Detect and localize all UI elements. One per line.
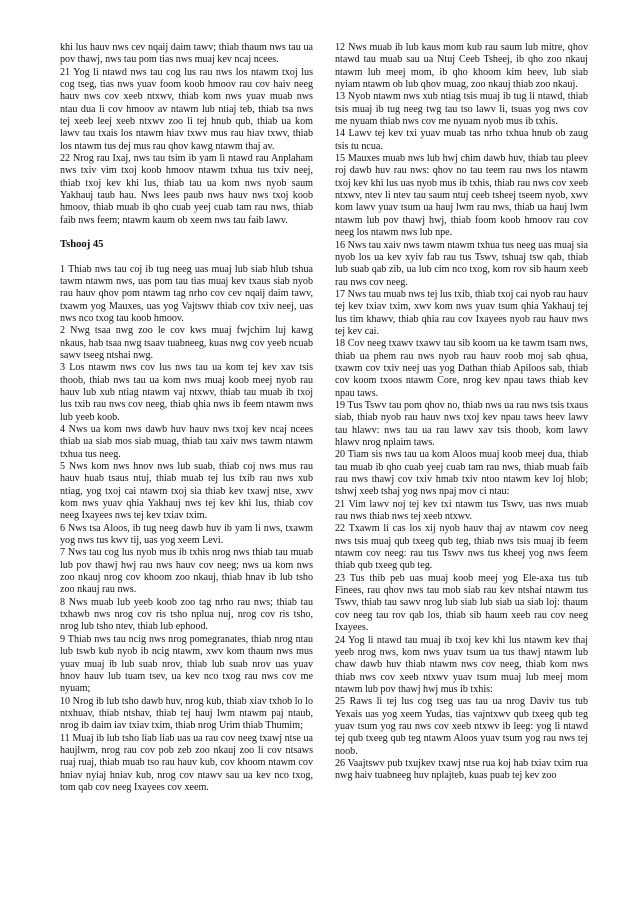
verse-6: 6 Nws tsa Aloos, ib tug neeg dawb huv ib yam li nws, txawm yog nws tus kwv tij, uas yog xeem Levi. bbox=[60, 522, 313, 547]
verse-3: 3 Los ntawm nws cov lus nws tau ua kom tej kev xav tsis thoob, thiab nws tau ua kom nws muaj koob meej nyob rau hauv lub xub ntiag ntawm vaj ntxwv, thiab tau muab ib txoj lus txib rau nws cov neeg, thiab qhia nws ib feem ntawm nws lub yeeb koob. bbox=[60, 362, 313, 423]
verse-26: 26 Vaajtswv pub txujkev txawj ntse rua koj hab txiav txim rua nwg haiv tuabneeg huv nplajteb, kuas puab tej kev zoo bbox=[335, 757, 588, 782]
verse-2: 2 Nwg tsaa nwg zoo le cov kws muaj fwjchim luj kawg nkaus, hab tsaa nwg tsaav tuabneeg, kuas nwg cov yeeb ncuab sawv tseeg ntshai nwg. bbox=[60, 325, 313, 361]
verse-5: 5 Nws kom nws hnov nws lub suab, thiab coj nws mus rau hauv huab tsaus ntuj, thiab muab tej lus txib rau nws xub ntiag, yog txoj cai ntawm txoj sia thiab kev txawj ntse, xwv kom nws yuav qhia Yakhauj nws tej kev khi lus, thiab cov neeg Ixayees nws tej kev txiav txim. bbox=[60, 461, 313, 522]
verse-22: 22 Txawm li cas los xij nyob hauv thaj av ntawm cov neeg nws tsis muaj qub txeeg qub teg, thiab nws tsis muaj ib feem ntawm cov neeg: rau tus Tswv nws tus kheej yog nws feem thiab qub txeeg qub teg. bbox=[335, 523, 588, 572]
verse-24: 24 Yog li ntawd tau muaj ib txoj kev khi lus ntawm kev thaj yeeb nrog nws, kom nws yuav tsum ua tus thawj ntawm lub chaw dawb huv thiab ntawm nws cov neeg, thiab kom nws thiab nws cov xeeb ntxwv yuav tsum muaj lub meej mom ntawm lub pov thawj hwj mus ib txhis: bbox=[335, 634, 588, 695]
verse-18: 18 Cov neeg txawv txawv tau sib koom ua ke tawm tsam nws, thiab ua phem rau nws nyob rau hauv roob moj sab qhua, txawm cov txiv neej uas yog Dathan thiab Apiloos sab, thiab cov koom txoos ntawm Core, nrog kev npau taws thiab kev npau taws. bbox=[335, 338, 588, 399]
verse-11: 11 Muaj ib lub tsho liab liab uas ua rau cov neeg txawj ntse ua haujlwm, nrog rau cov pob zeb zoo nkauj zoo li cov ntsaws ruaj ruaj, thiab muab tso rau hauv kub, cov khoom ntawm cov hniav nyiaj hniav kub, nrog cov ntawv sau ua kev nco txog, tom qab cov neeg Ixayees cov xeem. bbox=[60, 732, 313, 793]
verse-23: 23 Tus thib peb uas muaj koob meej yog Ele-axa tus tub Finees, rau qhov nws tau mob siab rau kev ntshai ntawm tus Tswv, thiab tau sawv nrog lub siab lub siab ua siab loj: thaum cov neeg tau rov qab los, thiab sib haum xeeb rau cov neeg Ixayees. bbox=[335, 572, 588, 634]
verse-21: 21 Vim lawv noj tej kev txi ntawm tus Tswv, uas nws muab rau nws thiab nws tej xeeb ntxwv. bbox=[335, 498, 588, 523]
right-column bbox=[335, 42, 588, 902]
verse-9: 9 Thiab nws tau ncig nws nrog pomegranates, thiab nrog ntau lub tswb kub nyob ib ncig ntawm, xwv kom thaum nws mus yuav muaj ib lub suab nrov, thiab lub suab nrov uas yuav hnov hauv lub tuam tsev, ua kev nco txog rau nws cov me nyuam; bbox=[60, 633, 313, 695]
verse-21: 21 Yog li ntawd nws tau cog lus rau nws los ntawm txoj lus cog tseg, tias nws yuav foom koob hmoov rau cov haiv neeg hauv nws cov xeeb ntxwv, thiab kom nws yuav muab nws ntau dua li cov hmoov av ntawm lub ntiaj teb, thiab tsa nws tej xeeb leej xeeb ntxwv zoo li tej hnub qub, thiab ua kom lawv tau txais los ntawm hiav txwv mus rau hiav txwv, thiab los ntawm tus dej mus rau qhov kawg ntawm thaj av. bbox=[60, 66, 313, 152]
verse-10: 10 Nrog ib lub tsho dawb huv, nrog kub, thiab xiav txhob lo lo ntxhuav, thiab ntshav, thiab tej hauj lwm ntawm paj ntaub, nrog ib daim iav txiav txim, thiab nrog Urim thiab Thumim; bbox=[60, 695, 313, 732]
verse-7: 7 Nws tau cog lus nyob mus ib txhis nrog nws thiab tau muab lub pov thawj hwj rau nws hauv cov neeg; nws ua kom nws zoo nkauj nrog cov khoom zoo nkauj, thiab hnav ib lub tsho zoo nkauj rau nws. bbox=[60, 547, 313, 596]
verse-17: 17 Nws tau muab nws tej lus txib, thiab txoj cai nyob rau hauv tej kev txiav txim, xwv kom nws yuav tsum qhia Yakhauj tej lus tim khawv, thiab qhia rau cov Ixayees nyob rau hauv nws tej kev cai. bbox=[335, 288, 588, 337]
verse-14: 14 Lawv tej kev txi yuav muab tas nrho txhua hnub ob zaug tsis tu ncua. bbox=[335, 128, 588, 152]
verse-19: 19 Tus Tswv tau pom qhov no, thiab nws ua rau nws tsis txaus siab, thiab nyob rau hauv nws txoj kev npau taws heev lawv tau hlawv: nws tau ua rau lawv xav tsis thoob, kom lawv hlawv nrog nplaim taws. bbox=[335, 399, 588, 448]
left-column bbox=[60, 42, 313, 902]
verse-4: 4 Nws ua kom nws dawb huv hauv nws txoj kev ncaj ncees thiab ua siab mos siab muag, thiab tau xaiv nws tawm ntawm txhua tus neeg. bbox=[60, 423, 313, 460]
verse-25: 25 Raws li tej lus cog tseg uas tau ua nrog Daviv tus tub Yexais uas yog xeem Yudas, tias vajntxwv qub txeeg qub teg yuav tsum yog rau nws cov xeeb ntxwv ib leeg: yog li ntawd tej qub txeeg qub teg ntawm Aloos yuav tsum yog rau nws tej noob. bbox=[335, 696, 588, 757]
verse-8: 8 Nws muab lub yeeb koob zoo tag nrho rau nws; thiab tau txhawb nws nrog cov ris tsho nplua nuj, nrog cov ris tsho, nrog lub tsho ntev, thiab lub ephood. bbox=[60, 596, 313, 633]
verse-15: 15 Mauxes muab nws lub hwj chim dawb huv, thiab tau pleev roj dawb huv rau nws: qhov no tau teem rau nws los ntawm txoj kev khi lus uas nyob mus ib txhis, thiab rau nws cov xeeb ntxwv, ntev li ntev tau saum ntuj ceeb tsheej tseem nyob, xwv kom lawv yuav tsum ua hauj lwm rau nws, thiab ua hauj lwm ntawm lub pov thawj hwj, thiab foom koob hmoov rau cov neeg los ntawm nws lub npe. bbox=[335, 153, 588, 239]
verse-1: 1 Thiab nws tau coj ib tug neeg uas muaj lub siab hlub tshua tawm ntawm nws, uas pom tau tias muaj kev txaus siab nyob rau hauv qhov pom ntawm tag nrho cov cev nqaij daim tawv, txawm yog Mauxes, uas yog Vajtswv thiab cov txiv neej, uas nws nco txog tau koob hmoov. bbox=[60, 263, 313, 324]
verse-20: 20 Tiam sis nws tau ua kom Aloos muaj koob meej dua, thiab tau muab ib qho cuab yeej cuab tam rau nws, thiab muab faib rau nws thawj cov txiv hmab txiv ntoo ntawm kev loj hlob; tshwj xeeb tshaj yog nws npaj mov ci ntau: bbox=[335, 449, 588, 498]
verse-22: 22 Nrog rau Ixaj, nws tau tsim ib yam li ntawd rau Anplaham nws txiv vim txoj koob hmoov ntawm txhua tus txiv neej, thiab txoj kev khi lus, thiab tau ua kom nws nyob saum Yakhauj taub hau. Nws lees paub nws hauv nws txoj koob hmoov, thiab muab ib qho cuab yeej cuab tam rau nws, thiab faib nws feem; ntawm kaum ob xeem nws tau faib lawv. bbox=[60, 153, 313, 226]
paragraph: khi lus hauv nws cev nqaij daim tawv; thiab thaum nws tau ua pov thawj, nws tau pom tias nws muaj kev ncaj ncees. bbox=[60, 42, 313, 66]
verse-16: 16 Nws tau xaiv nws tawm ntawm txhua tus neeg uas muaj sia nyob los ua kev xyiv fab rau tus Tswv, tshuaj tsw qab, thiab lub suab qab zib, ua lub cim nco txog, kom rov sib haum xeeb rau nws cov neeg. bbox=[335, 239, 588, 288]
verse-13: 13 Nyob ntawm nws xub ntiag tsis muaj ib tug li ntawd, thiab tsis muaj ib tug neeg twg tau tso lawv li, tsuas yog nws cov me nyuam thiab nws cov me nyuam nyob mus ib txhis. bbox=[335, 91, 588, 128]
chapter-heading: Tshooj 45 bbox=[60, 239, 104, 251]
verse-12: 12 Nws muab ib lub kaus mom kub rau saum lub mitre, qhov ntawd tau muab sau ua Ntuj Ceeb Tsheej, ib qho zoo nkauj ntawm lub meej mom, ib qho khoom kim heev, lub siab nyiam ntawm ob lub qhov muag, zoo nkauj thiab zoo nkauj. bbox=[335, 42, 588, 91]
